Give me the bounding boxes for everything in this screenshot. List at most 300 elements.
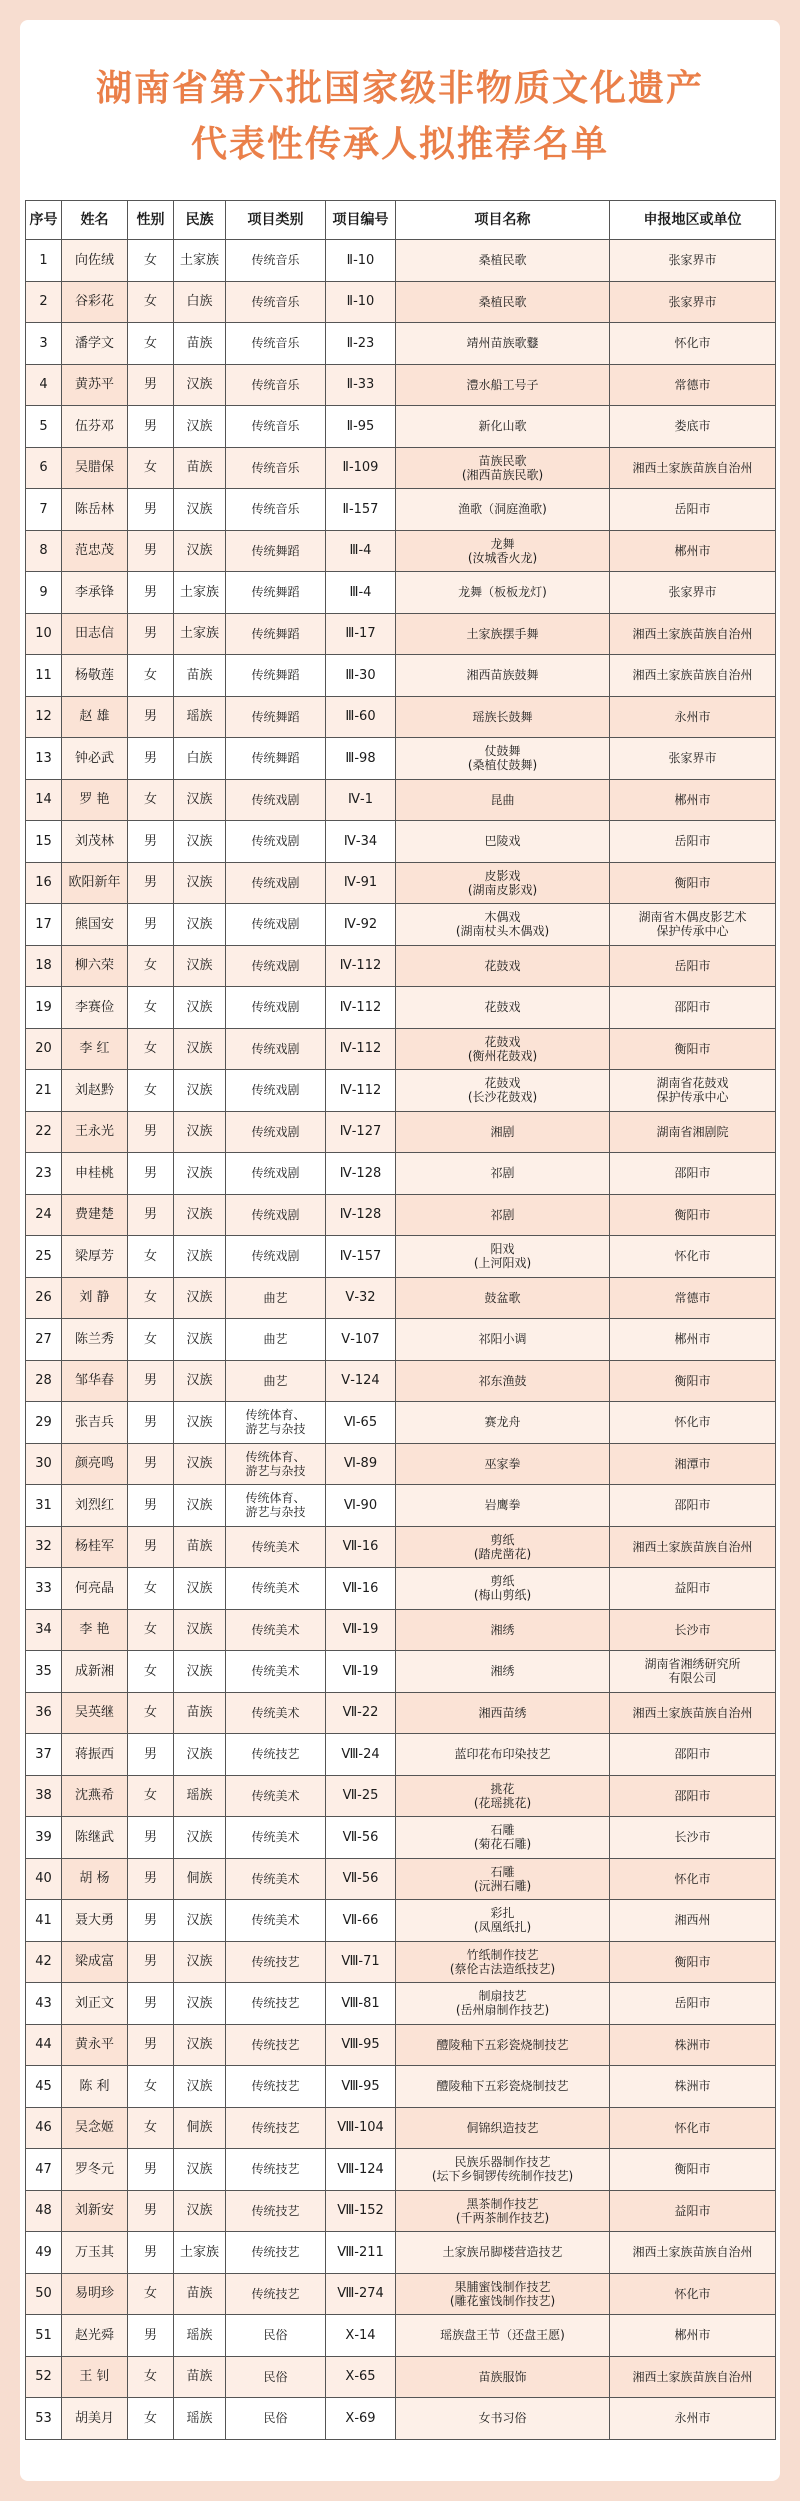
cell-index: 2 — [26, 281, 62, 323]
cell-item: 石雕 (菊花石雕) — [396, 1817, 610, 1859]
cell-region: 郴州市 — [610, 779, 776, 821]
table-row — [26, 1194, 776, 1236]
page-title-line-1: 湖南省第六批国家级非物质文化遗产 — [95, 67, 704, 109]
cell-region: 湘西土家族苗族自治州 — [610, 1526, 776, 1568]
cell-ethnicity: 汉族 — [174, 406, 226, 448]
cell-name: 田志信 — [62, 613, 128, 655]
cell-ethnicity: 汉族 — [174, 1817, 226, 1859]
cell-region: 长沙市 — [610, 1609, 776, 1651]
cell-gender: 男 — [128, 904, 174, 946]
cell-gender: 女 — [128, 2356, 174, 2398]
cell-category: 传统音乐 — [226, 447, 326, 489]
cell-name: 刘 静 — [62, 1277, 128, 1319]
cell-gender: 男 — [128, 572, 174, 614]
cell-gender: 女 — [128, 1236, 174, 1278]
cell-ethnicity: 瑶族 — [174, 2398, 226, 2440]
cell-gender: 女 — [128, 447, 174, 489]
header-code: 项目编号 — [326, 201, 396, 240]
cell-region: 湖南省花鼓戏 保护传承中心 — [610, 1070, 776, 1112]
cell-region: 怀化市 — [610, 2273, 776, 2315]
cell-index: 19 — [26, 987, 62, 1029]
cell-ethnicity: 汉族 — [174, 1360, 226, 1402]
cell-category: 曲艺 — [226, 1277, 326, 1319]
cell-item: 湘剧 — [396, 1111, 610, 1153]
cell-ethnicity: 汉族 — [174, 1443, 226, 1485]
table-row — [26, 323, 776, 365]
cell-code: Ⅱ-10 — [326, 281, 396, 323]
cell-region: 湘西土家族苗族自治州 — [610, 447, 776, 489]
cell-name: 刘新安 — [62, 2190, 128, 2232]
cell-gender: 男 — [128, 1817, 174, 1859]
cell-name: 伍芬邓 — [62, 406, 128, 448]
inheritors-table — [25, 200, 776, 2440]
cell-index: 9 — [26, 572, 62, 614]
cell-region: 怀化市 — [610, 1858, 776, 1900]
cell-name: 颜亮鸣 — [62, 1443, 128, 1485]
cell-code: Ⅳ-128 — [326, 1153, 396, 1195]
cell-item: 民族乐器制作技艺 (坛下乡铜锣传统制作技艺) — [396, 2149, 610, 2191]
cell-name: 申桂桃 — [62, 1153, 128, 1195]
cell-ethnicity: 汉族 — [174, 2190, 226, 2232]
cell-region: 湖南省木偶皮影艺术 保护传承中心 — [610, 904, 776, 946]
cell-name: 黄永平 — [62, 2024, 128, 2066]
cell-gender: 男 — [128, 530, 174, 572]
cell-ethnicity: 苗族 — [174, 2356, 226, 2398]
cell-name: 谷彩花 — [62, 281, 128, 323]
cell-region: 株洲市 — [610, 2066, 776, 2108]
cell-ethnicity: 汉族 — [174, 1651, 226, 1693]
cell-category: 传统戏剧 — [226, 987, 326, 1029]
table-row — [26, 1900, 776, 1942]
cell-item: 石雕 (沅洲石雕) — [396, 1858, 610, 1900]
cell-item: 祁阳小调 — [396, 1319, 610, 1361]
cell-code: Ⅳ-112 — [326, 987, 396, 1029]
cell-category: 传统舞蹈 — [226, 655, 326, 697]
cell-index: 42 — [26, 1941, 62, 1983]
cell-index: 32 — [26, 1526, 62, 1568]
cell-gender: 男 — [128, 1485, 174, 1527]
cell-region: 湘西州 — [610, 1900, 776, 1942]
header-gender: 性别 — [128, 201, 174, 240]
cell-gender: 男 — [128, 821, 174, 863]
cell-ethnicity: 汉族 — [174, 1194, 226, 1236]
cell-index: 34 — [26, 1609, 62, 1651]
table-row — [26, 2024, 776, 2066]
cell-ethnicity: 汉族 — [174, 904, 226, 946]
cell-category: 传统戏剧 — [226, 1111, 326, 1153]
cell-item: 桑植民歌 — [396, 240, 610, 282]
cell-gender: 男 — [128, 1360, 174, 1402]
cell-ethnicity: 汉族 — [174, 2066, 226, 2108]
cell-code: Ⅵ-89 — [326, 1443, 396, 1485]
cell-category: 传统美术 — [226, 1651, 326, 1693]
cell-category: 曲艺 — [226, 1319, 326, 1361]
cell-category: 传统舞蹈 — [226, 613, 326, 655]
table-row — [26, 1070, 776, 1112]
cell-gender: 女 — [128, 2398, 174, 2440]
cell-name: 潘学文 — [62, 323, 128, 365]
cell-category: 传统舞蹈 — [226, 530, 326, 572]
cell-region: 张家界市 — [610, 738, 776, 780]
cell-category: 传统音乐 — [226, 323, 326, 365]
cell-name: 刘赵黔 — [62, 1070, 128, 1112]
cell-ethnicity: 汉族 — [174, 862, 226, 904]
cell-index: 33 — [26, 1568, 62, 1610]
cell-region: 湖南省湘剧院 — [610, 1111, 776, 1153]
cell-category: 传统音乐 — [226, 406, 326, 448]
cell-ethnicity: 汉族 — [174, 530, 226, 572]
cell-code: Ⅵ-65 — [326, 1402, 396, 1444]
table-row — [26, 1319, 776, 1361]
table-row — [26, 779, 776, 821]
cell-code: Ⅲ-4 — [326, 572, 396, 614]
cell-name: 范忠茂 — [62, 530, 128, 572]
cell-region: 邵阳市 — [610, 1734, 776, 1776]
cell-code: Ⅲ-60 — [326, 696, 396, 738]
cell-ethnicity: 汉族 — [174, 1319, 226, 1361]
cell-region: 永州市 — [610, 2398, 776, 2440]
cell-name: 王永光 — [62, 1111, 128, 1153]
cell-category: 传统技艺 — [226, 1983, 326, 2025]
cell-gender: 男 — [128, 364, 174, 406]
cell-item: 新化山歌 — [396, 406, 610, 448]
cell-ethnicity: 土家族 — [174, 240, 226, 282]
cell-index: 38 — [26, 1775, 62, 1817]
cell-category: 传统音乐 — [226, 281, 326, 323]
cell-name: 吴英继 — [62, 1692, 128, 1734]
cell-ethnicity: 汉族 — [174, 1734, 226, 1776]
title-block — [0, 60, 800, 186]
cell-item: 苗族民歌 (湘西苗族民歌) — [396, 447, 610, 489]
table-row — [26, 1402, 776, 1444]
cell-code: Ⅳ-112 — [326, 1070, 396, 1112]
cell-category: 传统技艺 — [226, 2024, 326, 2066]
cell-region: 永州市 — [610, 696, 776, 738]
cell-name: 赵光舜 — [62, 2315, 128, 2357]
cell-category: 传统舞蹈 — [226, 572, 326, 614]
cell-category: 传统戏剧 — [226, 904, 326, 946]
table-row — [26, 1153, 776, 1195]
cell-index: 20 — [26, 1028, 62, 1070]
cell-index: 12 — [26, 696, 62, 738]
cell-category: 传统舞蹈 — [226, 738, 326, 780]
table-row — [26, 1111, 776, 1153]
cell-region: 湘西土家族苗族自治州 — [610, 1692, 776, 1734]
cell-region: 益阳市 — [610, 2190, 776, 2232]
table-row — [26, 821, 776, 863]
cell-code: Ⅶ-56 — [326, 1817, 396, 1859]
cell-ethnicity: 汉族 — [174, 1402, 226, 1444]
cell-index: 10 — [26, 613, 62, 655]
cell-category: 传统技艺 — [226, 2232, 326, 2274]
table-row — [26, 364, 776, 406]
cell-item: 岩鹰拳 — [396, 1485, 610, 1527]
cell-category: 传统技艺 — [226, 2273, 326, 2315]
cell-item: 桑植民歌 — [396, 281, 610, 323]
cell-category: 传统美术 — [226, 1609, 326, 1651]
cell-item: 花鼓戏 (长沙花鼓戏) — [396, 1070, 610, 1112]
cell-gender: 女 — [128, 240, 174, 282]
cell-region: 衡阳市 — [610, 1194, 776, 1236]
cell-index: 31 — [26, 1485, 62, 1527]
cell-name: 欧阳新年 — [62, 862, 128, 904]
cell-item: 龙舞 (汝城香火龙) — [396, 530, 610, 572]
cell-index: 15 — [26, 821, 62, 863]
cell-ethnicity: 苗族 — [174, 655, 226, 697]
cell-name: 胡 杨 — [62, 1858, 128, 1900]
cell-gender: 男 — [128, 1941, 174, 1983]
table-row — [26, 447, 776, 489]
cell-ethnicity: 汉族 — [174, 364, 226, 406]
cell-item: 靖州苗族歌鼟 — [396, 323, 610, 365]
cell-index: 17 — [26, 904, 62, 946]
cell-ethnicity: 汉族 — [174, 1609, 226, 1651]
cell-gender: 女 — [128, 1319, 174, 1361]
cell-code: Ⅶ-56 — [326, 1858, 396, 1900]
cell-ethnicity: 瑶族 — [174, 696, 226, 738]
cell-gender: 男 — [128, 1111, 174, 1153]
cell-index: 23 — [26, 1153, 62, 1195]
cell-code: Ⅷ-274 — [326, 2273, 396, 2315]
cell-code: Ⅳ-112 — [326, 1028, 396, 1070]
cell-ethnicity: 侗族 — [174, 1858, 226, 1900]
cell-code: Ⅱ-95 — [326, 406, 396, 448]
cell-item: 湘西苗族鼓舞 — [396, 655, 610, 697]
cell-gender: 女 — [128, 987, 174, 1029]
cell-item: 挑花 (花瑶挑花) — [396, 1775, 610, 1817]
cell-index: 47 — [26, 2149, 62, 2191]
cell-ethnicity: 侗族 — [174, 2107, 226, 2149]
table-row — [26, 2107, 776, 2149]
cell-region: 衡阳市 — [610, 2149, 776, 2191]
cell-gender: 女 — [128, 779, 174, 821]
cell-index: 46 — [26, 2107, 62, 2149]
cell-region: 郴州市 — [610, 1319, 776, 1361]
cell-name: 熊国安 — [62, 904, 128, 946]
cell-gender: 女 — [128, 1028, 174, 1070]
cell-gender: 男 — [128, 2024, 174, 2066]
cell-code: Ⅱ-157 — [326, 489, 396, 531]
table-row — [26, 1734, 776, 1776]
cell-code: Ⅷ-211 — [326, 2232, 396, 2274]
cell-name: 费建楚 — [62, 1194, 128, 1236]
cell-index: 14 — [26, 779, 62, 821]
cell-category: 传统美术 — [226, 1900, 326, 1942]
cell-gender: 女 — [128, 2273, 174, 2315]
table-row — [26, 2232, 776, 2274]
cell-item: 祁剧 — [396, 1153, 610, 1195]
cell-name: 沈燕希 — [62, 1775, 128, 1817]
cell-index: 24 — [26, 1194, 62, 1236]
cell-category: 传统戏剧 — [226, 779, 326, 821]
cell-ethnicity: 土家族 — [174, 613, 226, 655]
cell-category: 传统戏剧 — [226, 821, 326, 863]
cell-name: 刘烈红 — [62, 1485, 128, 1527]
cell-region: 湖南省湘绣研究所 有限公司 — [610, 1651, 776, 1693]
cell-name: 蒋振西 — [62, 1734, 128, 1776]
cell-item: 祁东渔鼓 — [396, 1360, 610, 1402]
cell-ethnicity: 汉族 — [174, 1028, 226, 1070]
cell-item: 土家族吊脚楼营造技艺 — [396, 2232, 610, 2274]
cell-ethnicity: 汉族 — [174, 2149, 226, 2191]
cell-item: 女书习俗 — [396, 2398, 610, 2440]
cell-gender: 女 — [128, 1692, 174, 1734]
cell-code: Ⅷ-95 — [326, 2066, 396, 2108]
cell-name: 柳六荣 — [62, 945, 128, 987]
cell-item: 渔歌（洞庭渔歌) — [396, 489, 610, 531]
cell-region: 岳阳市 — [610, 489, 776, 531]
cell-index: 35 — [26, 1651, 62, 1693]
cell-ethnicity: 苗族 — [174, 2273, 226, 2315]
cell-gender: 男 — [128, 489, 174, 531]
table-row — [26, 1236, 776, 1278]
cell-gender: 女 — [128, 281, 174, 323]
cell-item: 土家族摆手舞 — [396, 613, 610, 655]
cell-ethnicity: 土家族 — [174, 572, 226, 614]
cell-index: 45 — [26, 2066, 62, 2108]
cell-region: 衡阳市 — [610, 1941, 776, 1983]
cell-ethnicity: 苗族 — [174, 1692, 226, 1734]
cell-gender: 女 — [128, 945, 174, 987]
cell-category: 民俗 — [226, 2315, 326, 2357]
cell-item: 木偶戏 (湖南杖头木偶戏) — [396, 904, 610, 946]
cell-ethnicity: 汉族 — [174, 779, 226, 821]
cell-code: Ⅲ-30 — [326, 655, 396, 697]
cell-code: Ⅶ-19 — [326, 1651, 396, 1693]
cell-code: Ⅱ-33 — [326, 364, 396, 406]
cell-category: 传统戏剧 — [226, 1236, 326, 1278]
cell-category: 传统技艺 — [226, 1941, 326, 1983]
cell-code: Ⅹ-65 — [326, 2356, 396, 2398]
page-title-line-2: 代表性传承人拟推荐名单 — [190, 123, 609, 165]
cell-ethnicity: 汉族 — [174, 1236, 226, 1278]
cell-region: 邵阳市 — [610, 1153, 776, 1195]
cell-ethnicity: 汉族 — [174, 1153, 226, 1195]
cell-category: 传统技艺 — [226, 2066, 326, 2108]
table-row — [26, 1858, 776, 1900]
cell-gender: 女 — [128, 1568, 174, 1610]
cell-index: 22 — [26, 1111, 62, 1153]
cell-region: 长沙市 — [610, 1817, 776, 1859]
cell-code: Ⅷ-81 — [326, 1983, 396, 2025]
cell-code: Ⅴ-32 — [326, 1277, 396, 1319]
table-row — [26, 1941, 776, 1983]
cell-code: Ⅲ-98 — [326, 738, 396, 780]
cell-code: Ⅷ-95 — [326, 2024, 396, 2066]
cell-index: 43 — [26, 1983, 62, 2025]
cell-gender: 女 — [128, 1277, 174, 1319]
cell-code: Ⅵ-90 — [326, 1485, 396, 1527]
cell-region: 湘西土家族苗族自治州 — [610, 655, 776, 697]
cell-ethnicity: 苗族 — [174, 1526, 226, 1568]
cell-index: 30 — [26, 1443, 62, 1485]
cell-region: 张家界市 — [610, 281, 776, 323]
cell-ethnicity: 汉族 — [174, 821, 226, 863]
cell-gender: 女 — [128, 655, 174, 697]
cell-index: 49 — [26, 2232, 62, 2274]
cell-region: 岳阳市 — [610, 821, 776, 863]
cell-code: Ⅷ-24 — [326, 1734, 396, 1776]
cell-name: 罗冬元 — [62, 2149, 128, 2191]
cell-item: 赛龙舟 — [396, 1402, 610, 1444]
cell-name: 李 艳 — [62, 1609, 128, 1651]
cell-name: 陈岳林 — [62, 489, 128, 531]
cell-code: Ⅹ-14 — [326, 2315, 396, 2357]
cell-item: 剪纸 (梅山剪纸) — [396, 1568, 610, 1610]
cell-index: 28 — [26, 1360, 62, 1402]
cell-category: 传统音乐 — [226, 240, 326, 282]
table-row — [26, 862, 776, 904]
cell-category: 传统美术 — [226, 1775, 326, 1817]
cell-gender: 男 — [128, 1983, 174, 2025]
cell-category: 传统戏剧 — [226, 862, 326, 904]
cell-region: 衡阳市 — [610, 1360, 776, 1402]
cell-name: 李赛俭 — [62, 987, 128, 1029]
cell-code: Ⅶ-16 — [326, 1568, 396, 1610]
cell-ethnicity: 白族 — [174, 738, 226, 780]
cell-name: 陈继武 — [62, 1817, 128, 1859]
cell-name: 王 钊 — [62, 2356, 128, 2398]
cell-gender: 男 — [128, 613, 174, 655]
cell-name: 邹华春 — [62, 1360, 128, 1402]
cell-name: 何亮晶 — [62, 1568, 128, 1610]
cell-gender: 女 — [128, 2107, 174, 2149]
cell-item: 醴陵釉下五彩瓷烧制技艺 — [396, 2024, 610, 2066]
table-row — [26, 489, 776, 531]
cell-item: 皮影戏 (湖南皮影戏) — [396, 862, 610, 904]
cell-category: 传统技艺 — [226, 1734, 326, 1776]
cell-code: Ⅶ-22 — [326, 1692, 396, 1734]
cell-region: 岳阳市 — [610, 945, 776, 987]
cell-region: 湘西土家族苗族自治州 — [610, 2356, 776, 2398]
cell-ethnicity: 汉族 — [174, 2024, 226, 2066]
cell-name: 杨敬莲 — [62, 655, 128, 697]
table-row — [26, 281, 776, 323]
cell-gender: 男 — [128, 2149, 174, 2191]
cell-category: 传统戏剧 — [226, 1194, 326, 1236]
cell-region: 常德市 — [610, 364, 776, 406]
cell-item: 彩扎 (凤凰纸扎) — [396, 1900, 610, 1942]
cell-code: Ⅲ-4 — [326, 530, 396, 572]
cell-code: Ⅳ-112 — [326, 945, 396, 987]
cell-name: 刘茂林 — [62, 821, 128, 863]
cell-name: 钟必武 — [62, 738, 128, 780]
cell-gender: 男 — [128, 1443, 174, 1485]
table-row — [26, 904, 776, 946]
cell-index: 27 — [26, 1319, 62, 1361]
cell-code: Ⅳ-157 — [326, 1236, 396, 1278]
cell-category: 传统美术 — [226, 1568, 326, 1610]
cell-ethnicity: 土家族 — [174, 2232, 226, 2274]
table-row — [26, 2066, 776, 2108]
cell-item: 祁剧 — [396, 1194, 610, 1236]
table-row — [26, 1485, 776, 1527]
table-row — [26, 945, 776, 987]
cell-item: 花鼓戏 — [396, 987, 610, 1029]
cell-name: 张吉兵 — [62, 1402, 128, 1444]
cell-name: 刘正文 — [62, 1983, 128, 2025]
table-row — [26, 1775, 776, 1817]
cell-item: 巴陵戏 — [396, 821, 610, 863]
cell-category: 传统体育、 游艺与杂技 — [226, 1485, 326, 1527]
cell-index: 3 — [26, 323, 62, 365]
table-row — [26, 696, 776, 738]
header-category: 项目类别 — [226, 201, 326, 240]
cell-gender: 男 — [128, 2315, 174, 2357]
cell-item: 湘绣 — [396, 1609, 610, 1651]
cell-index: 26 — [26, 1277, 62, 1319]
cell-index: 21 — [26, 1070, 62, 1112]
